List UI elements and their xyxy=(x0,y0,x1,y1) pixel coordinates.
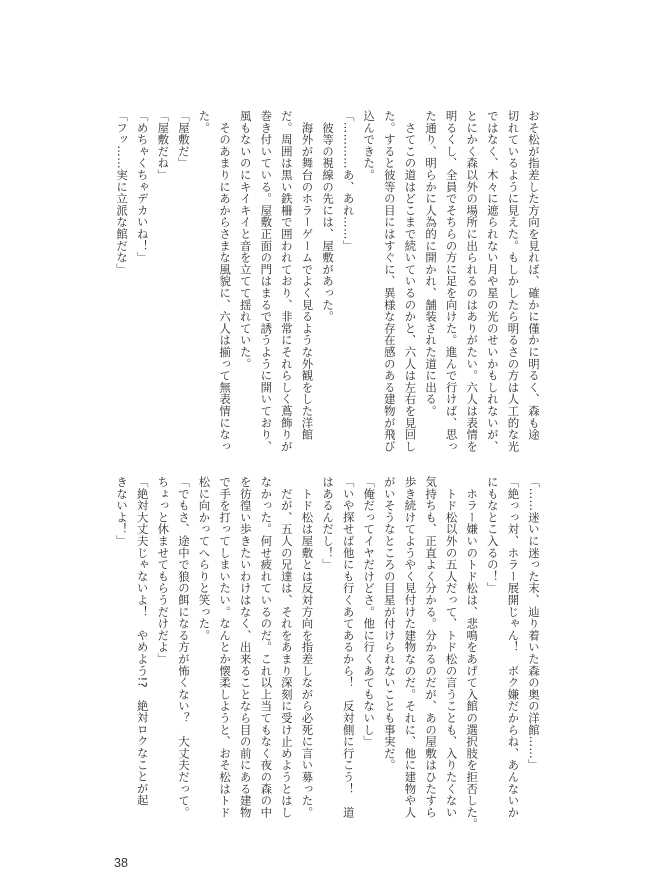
text-column: ちょっと休ませてもらうだけだよ」 xyxy=(156,476,171,665)
text-column: 松に向かってへらりと笑った。 xyxy=(197,476,212,642)
text-column: ホラー嫌いのトド松は、悲鳴をあげて入館の選択肢を拒否した。 xyxy=(465,476,480,830)
text-column: 「屋敷だ」 xyxy=(176,110,191,169)
text-column: 「絶っっ対、ホラー展開じゃん！ ボク嫌だからね、あんないか xyxy=(506,476,521,819)
text-column: きないよ！」 xyxy=(115,476,130,547)
text-column: 気持ちも、正直よく分かる。分かるのだが、あの屋敷はひたすら xyxy=(424,476,439,819)
text-column: おそ松が指差した方向を見れば、確かに僅かに明るく、森も途 xyxy=(527,110,541,441)
text-column: 「屋敷だね」 xyxy=(156,110,171,181)
text-column: 「俺だってイヤだけどさ。他に行くあてもないし」 xyxy=(362,476,377,748)
text-column: そのあまりにあからさまな風貌に、六人は揃って無表情になっ xyxy=(218,110,233,453)
text-column: 「いや探せば他にも行くあてあるから！ 反対側に行こう！ 道 xyxy=(341,476,356,819)
text-column: た。 xyxy=(197,110,212,134)
text-column: 風もないのにキイキイと音を立てて揺れていた。 xyxy=(238,110,253,370)
text-column: だ。周囲は黒い鉄柵で囲われており、非常にそれらしく蔦飾りが xyxy=(279,110,294,453)
text-column: 明るくし、全員でそちらの方に足を向けた。進んで行けば、思っ xyxy=(444,110,459,453)
text-column: ではなく、木々に遮られない月や星の光のせいかもしれないが、 xyxy=(485,110,500,453)
text-column: がいそうなところの目星が付けられないことも事実だ。 xyxy=(382,476,397,771)
text-column: 「めちゃくちゃデカいね！」 xyxy=(135,110,150,264)
text-column: 「…………あ、あれ……」 xyxy=(341,110,356,252)
text-column: 「絶対大丈夫じゃないよ！ やめよう!? 絶対ロクなことが起 xyxy=(135,476,150,807)
text-column: た。すると彼等の目にはすぐに、異様な存在感のある建物が飛び xyxy=(382,110,397,453)
page-number: 38 xyxy=(114,856,128,870)
text-column: はあるんだし！」 xyxy=(321,476,336,571)
text-column: 切れているように見えた。もしかしたら明るさの方は人工的な光 xyxy=(506,110,521,453)
text-column: 込んできた。 xyxy=(362,110,377,181)
text-column: た通り、明らかに人為的に開かれ、舗装された道に出る。 xyxy=(424,110,439,417)
text-column: さてこの道はどこまで続いているのかと、六人は左右を見回し xyxy=(403,110,418,453)
text-column: なかった。何せ疲れているのだ。これ以上当てもなく夜の森の中 xyxy=(259,476,274,819)
text-column: 巻き付いている。屋敷正面の門はまるで誘うように開いており、 xyxy=(259,110,274,453)
text-tier-top xyxy=(112,110,544,460)
text-column: トド松は屋敷とは反対方向を指差しながら必死に言い募った。 xyxy=(300,476,315,819)
text-tier-bottom xyxy=(112,476,544,846)
text-column: トド松以外の五人だって、トド松の言うことも、入りたくない xyxy=(444,476,459,819)
text-column: 歩き続けてようやく見付けた建物なのだ。それに、他に建物や人 xyxy=(403,476,418,819)
text-column: とにかく森以外の場所に出られるのはありがたい。六人は表情を xyxy=(465,110,480,453)
text-column: 「でもさ、途中で狼の餌になる方が怖くない？ 大丈夫だって。 xyxy=(176,476,191,819)
text-column: 海外が舞台のホラーゲームでよく見るような外観をした洋館 xyxy=(300,110,315,441)
text-column: 彼等の視線の先には、屋敷があった。 xyxy=(321,110,336,323)
text-column: だが、五人の兄達は、それをあまり深刻に受け止めようとはし xyxy=(279,476,294,819)
text-column: 「……迷いに迷った末、辿り着いた森の奥の洋館……」 xyxy=(527,476,541,771)
text-column: を彷徨い歩きたいわけはなく、出来ることなら目の前にある建物 xyxy=(238,476,253,819)
text-column: にもなとこ入るの！」 xyxy=(485,476,500,594)
text-column: で手を打ってしまいたい。なんとか懐柔しようと、おそ松はトド xyxy=(218,476,233,819)
text-column: 「フッ……実に立派な館だな」 xyxy=(115,110,130,276)
